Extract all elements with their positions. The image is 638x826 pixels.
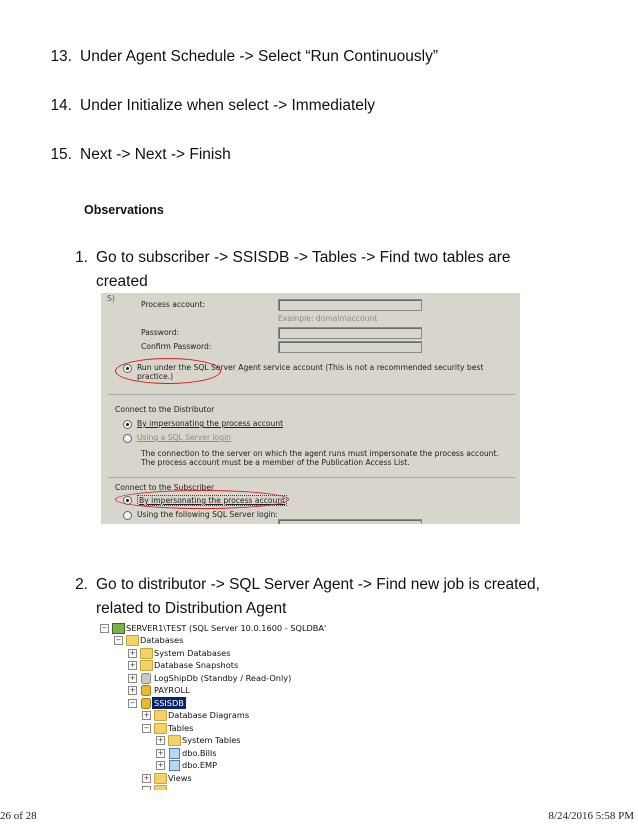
step-number: 13.: [50, 48, 72, 65]
expand-icon[interactable]: +: [157, 761, 164, 769]
tree-node-label: dbo.Bills: [182, 748, 217, 758]
subscriber-login-field[interactable]: [278, 519, 422, 524]
collapse-icon[interactable]: −: [143, 724, 150, 732]
server-icon: [112, 623, 125, 634]
folder-icon: [154, 773, 167, 784]
folder-icon: [140, 660, 153, 671]
tree-node-label: Database Diagrams: [168, 710, 250, 720]
observation-text: [96, 574, 566, 622]
cropped-text: S): [107, 294, 115, 303]
tree-node-dbo-bills[interactable]: [156, 747, 344, 759]
collapse-icon[interactable]: −: [101, 624, 108, 632]
subscriber-sql-login-label: Using the following SQL Server login:: [137, 510, 278, 519]
tree-node-label: PAYROLL: [154, 685, 190, 695]
process-account-example: Example: domain\account: [278, 314, 378, 323]
tree-node-dbo-emp[interactable]: [156, 759, 344, 771]
tree-node-label: System Tables: [182, 735, 241, 745]
process-account-label: Process account:: [141, 300, 206, 309]
step-text: Next -> Next -> Finish: [80, 146, 231, 163]
tree-node-views[interactable]: [142, 772, 344, 784]
divider: [107, 394, 515, 395]
table-icon: [169, 760, 180, 771]
tree-node-tables[interactable]: [142, 722, 344, 734]
distributor-impersonate-radio[interactable]: [123, 420, 132, 429]
object-explorer-screenshot: [98, 620, 344, 790]
folder-icon: [140, 648, 153, 659]
collapse-icon[interactable]: −: [129, 699, 136, 707]
observation-text: [96, 247, 566, 295]
step-text: Under Initialize when select -> Immediately: [80, 97, 376, 114]
tree-node-logshipdb[interactable]: [128, 672, 344, 684]
folder-icon: [168, 735, 181, 746]
highlight-circle: [115, 490, 289, 509]
expand-icon[interactable]: +: [129, 649, 136, 657]
subscriber-impersonate-label: By impersonating the process account: [139, 496, 286, 505]
tree-node-label: Tables: [168, 723, 194, 733]
database-icon: [141, 673, 151, 684]
impersonate-note: The connection to the server on which the agent runs must impersonate the process account.: [141, 449, 499, 458]
tree-node-label: Database Snapshots: [154, 660, 239, 670]
collapse-icon[interactable]: −: [115, 636, 122, 644]
tree-node-label: dbo.EMP: [182, 760, 218, 770]
confirm-password-label: Confirm Password:: [141, 342, 212, 351]
tree-node-label: System Databases: [154, 648, 231, 658]
tree-node-label: Databases: [140, 635, 184, 645]
observations-heading: Observations: [84, 203, 164, 217]
expand-icon[interactable]: +: [157, 736, 164, 744]
table-icon: [169, 748, 180, 759]
expand-icon[interactable]: +: [129, 674, 136, 682]
tree-node-label: SERVER1\TEST (SQL Server 10.0.1600 - SQLDBA': [126, 623, 327, 633]
tree-node-system-tables[interactable]: [156, 734, 344, 746]
observation-number: 1.: [75, 249, 88, 266]
tree-node-label-selected: SSISDB: [154, 698, 184, 708]
tree-node-cropped: [142, 784, 182, 790]
subscriber-sql-login-radio[interactable]: [123, 511, 132, 520]
expand-icon[interactable]: +: [129, 661, 136, 669]
expand-icon[interactable]: +: [129, 686, 136, 694]
folder-icon: [126, 635, 139, 646]
step-number: 15.: [50, 146, 72, 163]
distributor-impersonate-label: By impersonating the process account: [137, 419, 284, 428]
password-field[interactable]: [278, 327, 422, 339]
run-under-agent-label-cont: practice.): [137, 372, 174, 381]
expand-icon: [142, 786, 151, 790]
database-icon: [141, 685, 151, 696]
expand-icon[interactable]: +: [143, 711, 150, 719]
page-number: 26 of 28: [0, 810, 37, 822]
tree-node-system-databases[interactable]: [128, 647, 344, 659]
run-under-agent-label: Run under the SQL Server Agent service account (This is not a recommended security best: [137, 363, 484, 372]
database-icon: [141, 698, 151, 709]
tree-node-payroll[interactable]: [128, 684, 344, 696]
tree-node-database-diagrams[interactable]: [142, 709, 344, 721]
observation-number: 2.: [75, 576, 88, 593]
password-label: Password:: [141, 328, 180, 337]
observation-line: Go to distributor -> SQL Server Agent -> Find new job is created,: [96, 576, 540, 593]
observation-line: Go to subscriber -> SSISDB -> Tables -> Find two tables are: [96, 249, 511, 266]
expand-icon[interactable]: +: [157, 749, 164, 757]
tree-node-label: LogShipDb (Standby / Read-Only): [154, 673, 292, 683]
tree-node-ssisdb[interactable]: [128, 697, 344, 709]
process-account-field[interactable]: [278, 299, 422, 311]
connect-distributor-heading: Connect to the Distributor: [115, 405, 215, 414]
distributor-sql-login-radio[interactable]: [123, 434, 132, 443]
agent-security-screenshot: [101, 293, 520, 524]
step-number: 14.: [50, 97, 72, 114]
tree-node-database-snapshots[interactable]: [128, 659, 344, 671]
highlight-circle: [115, 358, 221, 384]
tree-node-label: Views: [168, 773, 192, 783]
impersonate-note-cont: The process account must be a member of the Publication Access List.: [141, 458, 410, 467]
observation-line: related to Distribution Agent: [96, 600, 287, 617]
connect-subscriber-heading: Connect to the Subscriber: [115, 483, 215, 492]
folder-icon: [154, 785, 167, 790]
distributor-sql-login-label: Using a SQL Server login: [137, 433, 231, 442]
confirm-password-field[interactable]: [278, 341, 422, 353]
tree-node-server[interactable]: [100, 622, 344, 634]
folder-icon: [154, 723, 167, 734]
folder-icon: [154, 710, 167, 721]
divider: [107, 477, 515, 478]
tree-node-databases[interactable]: [114, 634, 344, 646]
print-timestamp: 8/24/2016 5:58 PM: [548, 810, 634, 822]
step-text: Under Agent Schedule -> Select “Run Continuously”: [80, 48, 438, 65]
observation-line: created: [96, 273, 148, 290]
expand-icon[interactable]: +: [143, 774, 150, 782]
